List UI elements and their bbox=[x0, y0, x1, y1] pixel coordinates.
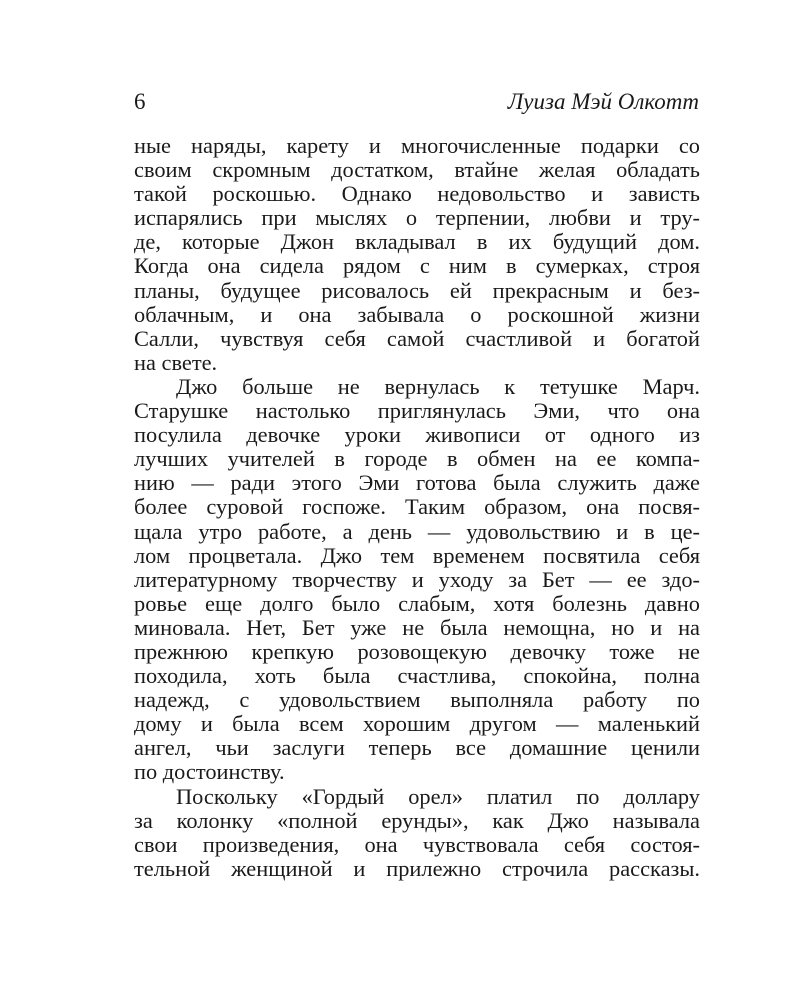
text-line: по достоинству. bbox=[134, 759, 285, 785]
text-line: свои произведения, она чувствовала себя состоя- bbox=[134, 831, 700, 857]
text-line: миновала. Нет, Бет уже не была немощна, но и на bbox=[134, 614, 700, 640]
text-line: планы, будущее рисовалось ей прекрасным и без- bbox=[134, 277, 700, 303]
running-head-author: Луиза Мэй Олкотт bbox=[507, 89, 699, 114]
text-line: своим скромным достатком, втайне желая обладать bbox=[134, 157, 700, 183]
text-line: походила, хоть была счастлива, спокойна, полна bbox=[134, 663, 700, 689]
text-line: ангел, чьи заслуги теперь все домашние ценили bbox=[134, 735, 700, 761]
text-line: лучших учителей в городе в обмен на ее компа- bbox=[134, 446, 700, 472]
text-line: нию — ради этого Эми готова была служить даже bbox=[134, 470, 700, 496]
text-line: тельной женщиной и прилежно строчила рассказы. bbox=[134, 855, 700, 881]
text-line: литературному творчеству и уходу за Бет — ее здо- bbox=[134, 566, 700, 592]
text-line: Поскольку «Гордый орел» платил по доллару bbox=[176, 783, 700, 809]
text-line: более суровой госпоже. Таким образом, она посвя- bbox=[134, 494, 700, 520]
text-line: облачным, и она забывала о роскошной жизни bbox=[134, 301, 700, 327]
text-line: Салли, чувствуя себя самой счастливой и богатой bbox=[134, 325, 700, 351]
text-line: такой роскошью. Однако недовольство и зависть bbox=[134, 181, 700, 207]
text-line: испарялись при мыслях о терпении, любви и тру- bbox=[134, 205, 700, 231]
text-line: надежд, с удовольствием выполняла работу по bbox=[134, 687, 700, 713]
text-line: прежнюю крепкую розовощекую девочку тоже не bbox=[134, 638, 700, 664]
body-text bbox=[134, 134, 700, 881]
text-line: дому и была всем хорошим другом — маленький bbox=[134, 711, 700, 737]
page-number: 6 bbox=[134, 89, 146, 114]
text-line: на свете. bbox=[134, 349, 218, 375]
text-line: посулила девочке уроки живописи от одного из bbox=[134, 422, 700, 448]
text-line: ные наряды, карету и многочисленные подарки со bbox=[134, 133, 700, 158]
text-line: Старушке настолько приглянулась Эми, что она bbox=[134, 398, 700, 424]
text-line: щала утро работе, а день — удовольствию и в це- bbox=[134, 518, 700, 544]
text-line: за колонку «полной ерунды», как Джо называла bbox=[134, 807, 700, 833]
text-line: лом процветала. Джо тем временем посвятила себя bbox=[134, 542, 700, 568]
text-line: де, которые Джон вкладывал в их будущий дом. bbox=[134, 229, 700, 255]
text-line: ровье еще долго было слабым, хотя болезнь давно bbox=[134, 590, 700, 616]
text-line: Джо больше не вернулась к тетушке Марч. bbox=[176, 373, 700, 399]
text-line: Когда она сидела рядом с ним в сумерках, строя bbox=[134, 253, 700, 279]
